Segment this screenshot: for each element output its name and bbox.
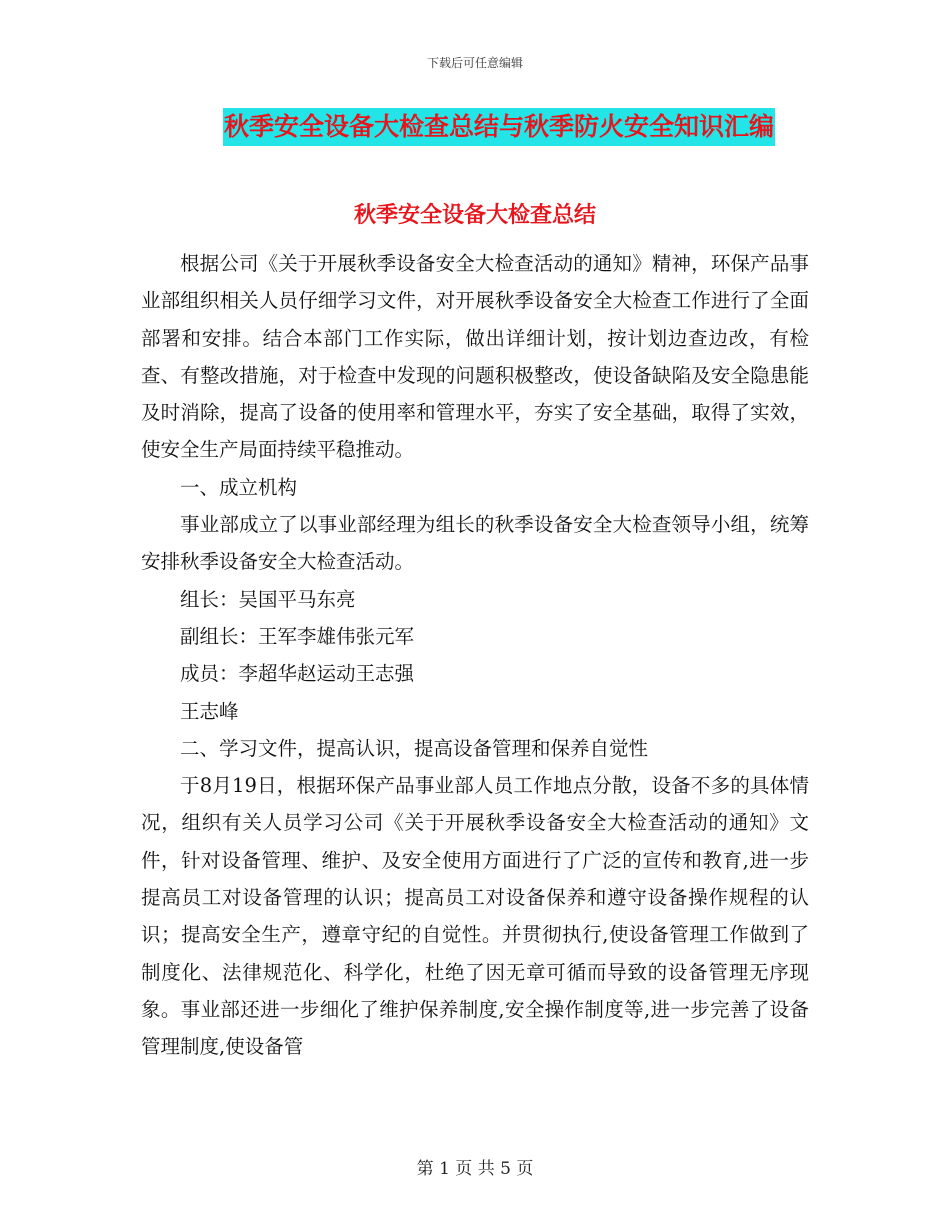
line-member-extra: 王志峰	[180, 699, 239, 723]
line-members: 成员：李超华赵运动王志强	[180, 662, 415, 686]
main-title: 秋季安全设备大检查总结与秋季防火安全知识汇编	[223, 108, 775, 146]
page-header-note: 下载后可任意编辑	[426, 56, 523, 70]
line-group-leader: 组长：吴国平马东亮	[180, 587, 356, 611]
section-title: 秋季安全设备大检查总结	[353, 203, 596, 228]
heading-section-1: 一、成立机构	[180, 475, 298, 499]
document-body	[141, 245, 809, 1066]
line-deputy-leader: 副组长：王军李雄伟张元军	[180, 624, 415, 648]
main-title-container	[0, 108, 950, 146]
page-number: 第 1 页 共 5 页	[416, 1159, 534, 1179]
paragraph-section-1: 事业部成立了以事业部经理为组长的秋季设备安全大检查领导小组，统筹安排秋季设备安全大检查活动。	[141, 513, 809, 574]
heading-section-2: 二、学习文件，提高认识，提高设备管理和保养自觉性	[180, 736, 649, 760]
paragraph-intro: 根据公司《关于开展秋季设备安全大检查活动的通知》精神，环保产品事业部组织相关人员仔细学习文件，对开展秋季设备安全大检查工作进行了全面部署和安排。结合本部门工作实际，做出详细计划，按计划边查边改，有检查、有整改措施，对于检查中发现的问题积极整改，使设备缺陷及安全隐患能及时消除，提高了设备的使用率和管理水平，夯实了安全基础，取得了实效，使安全生产局面持续平稳推动。	[141, 252, 809, 462]
paragraph-section-2: 于8月19日，根据环保产品事业部人员工作地点分散，设备不多的具体情况，组织有关人员学习公司《关于开展秋季设备安全大检查活动的通知》文件，针对设备管理、维护、及安全使用方面进行了广泛的宣传和教育,进一步提高员工对设备管理的认识；提高员工对设备保养和遵守设备操作规程的认识；提高安全生产，遵章守纪的自觉性。并贯彻执行,使设备管理工作做到了制度化、法律规范化、科学化，杜绝了因无章可循而导致的设备管理无序现象。事业部还进一步细化了维护保养制度,安全操作制度等,进一步完善了设备管理制度,使设备管	[141, 774, 809, 1059]
